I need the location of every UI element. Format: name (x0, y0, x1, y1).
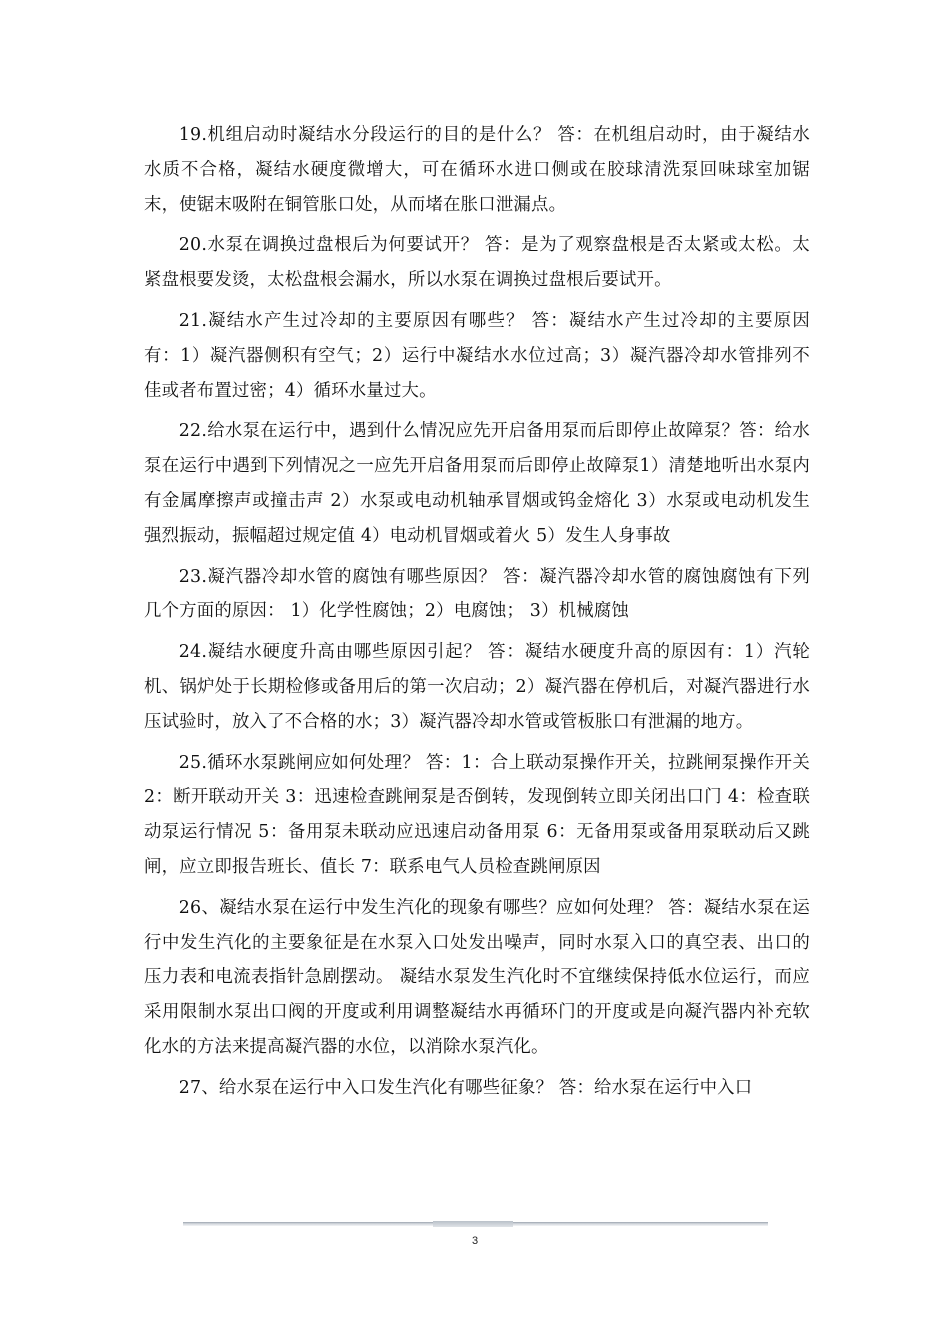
paragraph-q22: 22.给水泵在运行中，遇到什么情况应先开启备用泵而后即停止故障泵？答：给水泵在运行中遇到下列情况之一应先开启备用泵而后即停止故障泵1）清楚地听出水泵内有金属摩擦声或撞击声 2）水泵或电动机轴承冒烟或钨金熔化 3）水泵或电动机发生强烈振动，振幅超过规定值 4）电动机冒烟或着火 5）发生人身事故 (144, 421, 810, 546)
footer-divider (183, 1222, 768, 1226)
paragraph-q19: 19.机组启动时凝结水分段运行的目的是什么？ 答：在机组启动时，由于凝结水水质不合格，凝结水硬度微增大，可在循环水进口侧或在胶球清洗泵回味球室加锯末，使锯末吸附在铜管胀口处，从而堵在胀口泄漏点。 (144, 125, 810, 215)
paragraph-q23: 23.凝汽器冷却水管的腐蚀有哪些原因？ 答：凝汽器冷却水管的腐蚀腐蚀有下列几个方面的原因： 1）化学性腐蚀；2）电腐蚀； 3）机械腐蚀 (144, 566, 810, 622)
paragraph-q27: 27、给水泵在运行中入口发生汽化有哪些征象？ 答：给水泵在运行中入口 (178, 1077, 753, 1098)
paragraph-q21: 21.凝结水产生过冷却的主要原因有哪些？ 答：凝结水产生过冷却的主要原因有：1）凝汽器侧积有空气；2）运行中凝结水水位过高；3）凝汽器冷却水管排列不佳或者布置过密；4）循环水量过大。 (144, 310, 810, 401)
paragraph-q26: 26、凝结水泵在运行中发生汽化的现象有哪些？应如何处理？ 答：凝结水泵在运行中发生汽化的主要象征是在水泵入口处发出噪声，同时水泵入口的真空表、出口的压力表和电流表指针急剧摆动。 凝结水泵发生汽化时不宜继续保持低水位运行，而应采用限制水泵出口阀的开度或利用调整凝结水再循环门的开度或是向凝汽器内补充软化水的方法来提高凝汽器的水位，以消除水泵汽化。 (144, 897, 810, 1057)
document-body (144, 118, 810, 1112)
page-number: 3 (471, 1235, 479, 1247)
footer-divider-notch (433, 1221, 513, 1227)
paragraph-q25: 25.循环水泵跳闸应如何处理？ 答：1：合上联动泵操作开关，拉跳闸泵操作开关 2：断开联动开关 3：迅速检查跳闸泵是否倒转，发现倒转立即关闭出口门 4：检查联动泵运行情况 5：备用泵未联动应迅速启动备用泵 6：无备用泵或备用泵联动后又跳闸，应立即报告班长、值长 7：联系电气人员检查跳闸原因 (144, 752, 810, 877)
paragraph-q24: 24.凝结水硬度升高由哪些原因引起？ 答：凝结水硬度升高的原因有：1）汽轮机、锅炉处于长期检修或备用后的第一次启动；2）凝汽器在停机后，对凝汽器进行水压试验时，放入了不合格的水；3）凝汽器冷却水管或管板胀口有泄漏的地方。 (144, 642, 810, 732)
paragraph-q20: 20.水泵在调换过盘根后为何要试开？ 答：是为了观察盘根是否太紧或太松。太紧盘根要发烫，太松盘根会漏水，所以水泵在调换过盘根后要试开。 (144, 235, 810, 291)
